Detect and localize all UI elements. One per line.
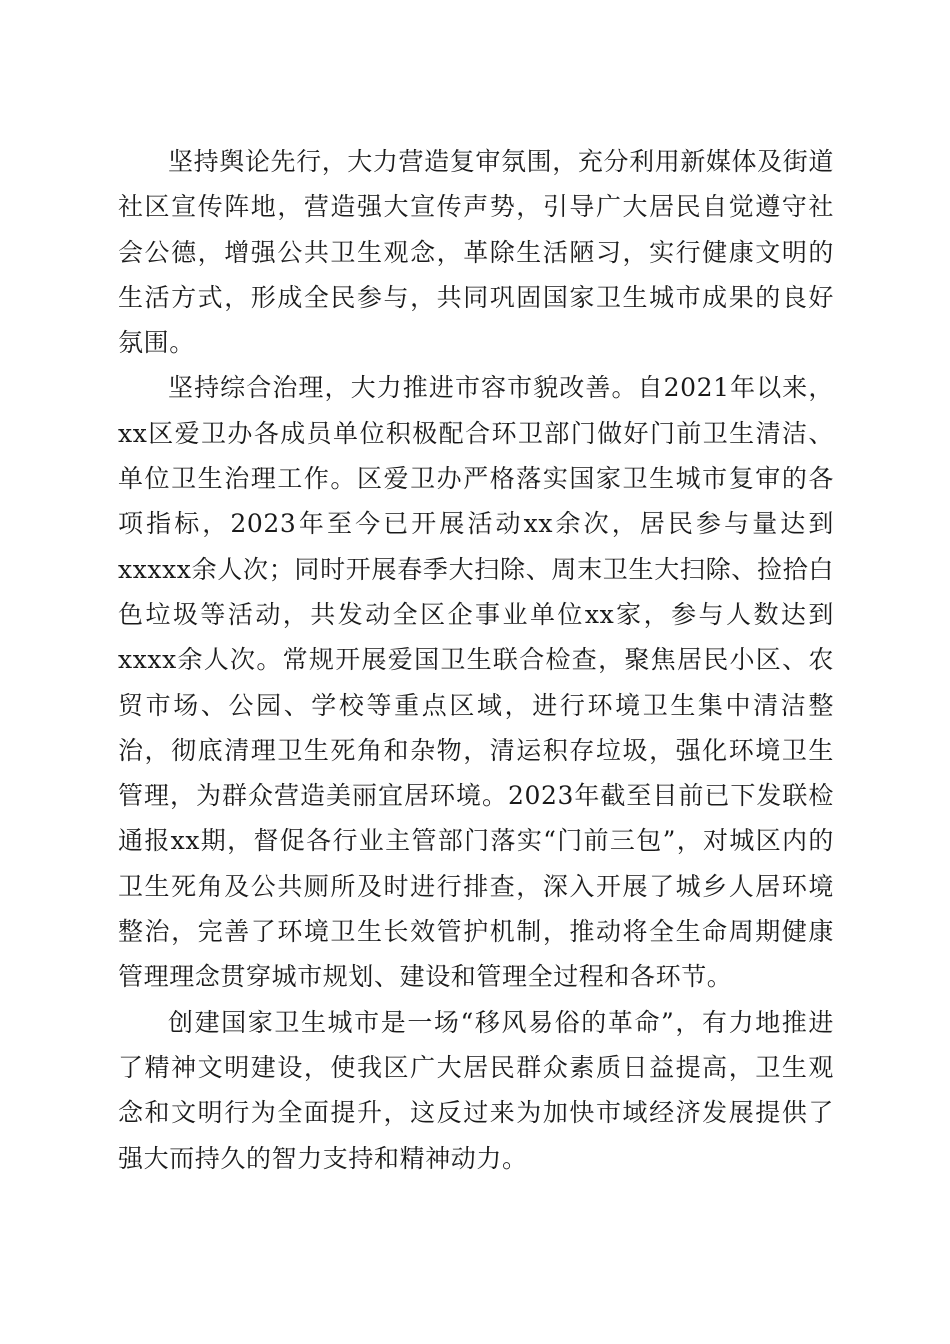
paragraph-comprehensive-governance: 坚持综合治理，大力推进市容市貌改善。自2021年以来，xx区爱卫办各成员单位积极配合环卫部门做好门前卫生清洁、单位卫生治理工作。区爱卫办严格落实国家卫生城市复审的各项指标，2023年至今已开展活动xx余次，居民参与量达到xxxxx余人次；同时开展春季大扫除、周末卫生大扫除、捡拾白色垃圾等活动，共发动全区企事业单位xx家，参与人数达到xxxx余人次。常规开展爱国卫生联合检查，聚焦居民小区、农贸市场、公园、学校等重点区域，进行环境卫生集中清洁整治，彻底清理卫生死角和杂物，清运积存垃圾，强化环境卫生管理，为群众营造美丽宜居环境。2023年截至目前已下发联检通报xx期，督促各行业主管部门落实“门前三包”，对城区内的卫生死角及公共厕所及时进行排查，深入开展了城乡人居环境整治，完善了环境卫生长效管护机制，推动将全生命周期健康管理理念贯穿城市规划、建设和管理全过程和各环节。: [118, 373, 834, 992]
paragraph-conclusion: 创建国家卫生城市是一场“移风易俗的革命”，有力地推进了精神文明建设，使我区广大居民群众素质日益提高，卫生观念和文明行为全面提升，这反过来为加快市域经济发展提供了强大而持久的智力支持和精神动力。: [118, 1007, 834, 1173]
paragraph-public-opinion: 坚持舆论先行，大力营造复审氛围，充分利用新媒体及街道社区宣传阵地，营造强大宣传声势，引导广大居民自觉遵守社会公德，增强公共卫生观念，革除生活陋习，实行健康文明的生活方式，形成全民参与，共同巩固国家卫生城市成果的良好氛围。: [118, 147, 834, 358]
document-body: [118, 139, 834, 1181]
